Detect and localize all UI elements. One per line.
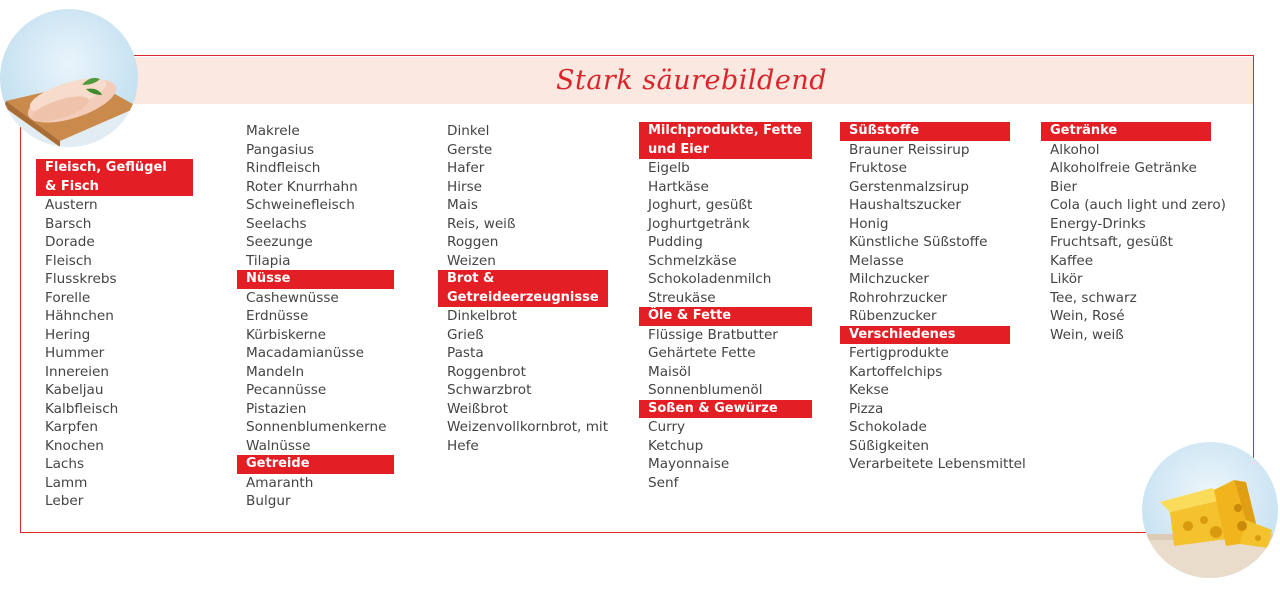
column-2: [237, 122, 394, 511]
section-header-verschiedenes: Verschiedenes: [840, 326, 1010, 345]
list-item: Mayonnaise: [648, 456, 730, 472]
list-item: Tilapia: [246, 252, 291, 269]
list-item: Mandeln: [246, 363, 305, 380]
list-item: Joghurtgetränk: [648, 215, 750, 232]
list-item: Walnüsse: [246, 437, 311, 454]
column-6: [1041, 122, 1226, 344]
list-item: Melasse: [849, 252, 904, 269]
list-item: Joghurt, gesüßt: [648, 197, 753, 213]
list-item: Weizenvollkornbrot, mit: [447, 419, 609, 435]
section-header-getreide: Getreide: [237, 455, 394, 474]
list-item: Kabeljau: [45, 382, 104, 398]
list-item: Rübenzucker: [849, 308, 937, 324]
column-3: [438, 122, 608, 455]
chicken-image: [0, 9, 138, 147]
list-item: Fertigprodukte: [849, 345, 949, 361]
list-item: Fruktose: [849, 160, 907, 176]
list-item: Roggenbrot: [447, 363, 526, 380]
column-1: [36, 159, 193, 511]
list-item: Amaranth: [246, 474, 314, 491]
list-item: Kalbfleisch: [45, 400, 119, 417]
chicken-illustration: [0, 9, 138, 147]
list-item: Pangasius: [246, 141, 315, 158]
list-item: Cashewnüsse: [246, 289, 339, 306]
list-item: Makrele: [246, 123, 300, 139]
list-item: Streukäse: [648, 289, 716, 306]
list-item: Kürbiskerne: [246, 326, 327, 343]
list-item: Hirse: [447, 178, 483, 195]
list-item: Pizza: [849, 400, 884, 417]
list-item: Roter Knurrhahn: [246, 178, 358, 195]
list-item: Schweinefleisch: [246, 197, 355, 213]
list-item: Eigelb: [648, 160, 690, 176]
list-item: Seelachs: [246, 215, 307, 232]
list-item: Verarbeitete Lebensmittel: [849, 456, 1026, 472]
list-item: Seezunge: [246, 234, 313, 250]
list-item: Hähnchen: [45, 308, 114, 324]
list-item: Mais: [447, 197, 478, 213]
list-item: Ketchup: [648, 437, 704, 454]
cheese-image: [1142, 442, 1278, 578]
list-item: Schokolade: [849, 419, 927, 435]
list-item: Dinkelbrot: [447, 308, 517, 324]
list-item: Künstliche Süßstoffe: [849, 234, 988, 250]
list-item: Weizen: [447, 252, 496, 269]
section-header-getraenke: Getränke: [1041, 122, 1211, 141]
list-item: Kartoffelchips: [849, 363, 943, 380]
list-item: Austern: [45, 197, 98, 213]
list-item: Gerste: [447, 141, 493, 158]
list-item: Grieß: [447, 326, 484, 343]
list-item: Weißbrot: [447, 400, 508, 417]
list-item: Fruchtsaft, gesüßt: [1050, 234, 1173, 250]
list-item: Macadamianüsse: [246, 345, 364, 361]
section-header-oele-fette: Öle & Fette: [639, 307, 812, 326]
page-title: Stark säurebildend: [555, 65, 827, 96]
section-header-fleisch: Fleisch, Geflügel & Fisch: [36, 159, 193, 196]
list-item: Alkoholfreie Getränke: [1050, 160, 1197, 176]
list-item: Flüssige Bratbutter: [648, 326, 778, 343]
list-item: Alkohol: [1050, 141, 1100, 158]
list-item: Milchzucker: [849, 271, 929, 287]
list-item: Brauner Reissirup: [849, 141, 970, 158]
list-item: Karpfen: [45, 419, 98, 435]
list-item: Bier: [1050, 178, 1078, 195]
list-item: Gerstenmalzsirup: [849, 178, 970, 195]
list-item: Schokoladenmilch: [648, 271, 772, 287]
list-item: Roggen: [447, 234, 499, 250]
list-item: Schmelzkäse: [648, 252, 737, 269]
list-item: Pasta: [447, 345, 484, 361]
list-item: Lamm: [45, 474, 88, 491]
list-item: Haushaltszucker: [849, 197, 961, 213]
list-item: Innereien: [45, 363, 110, 380]
cheese-illustration: [1142, 442, 1278, 578]
section-header-suessstoffe: Süßstoffe: [840, 122, 1010, 141]
list-item: Kekse: [849, 382, 889, 398]
list-item: Likör: [1050, 271, 1083, 287]
list-item: Hefe: [447, 437, 479, 454]
list-item: Maisöl: [648, 363, 692, 380]
list-item: Barsch: [45, 215, 92, 232]
list-item: Erdnüsse: [246, 308, 309, 324]
list-item: Gehärtete Fette: [648, 345, 756, 361]
list-item: Tee, schwarz: [1050, 289, 1137, 306]
section-header-brot: Brot & Getreideerzeugnisse: [438, 270, 608, 307]
list-item: Kaffee: [1050, 252, 1094, 269]
list-item: Pudding: [648, 234, 703, 250]
list-item: Hartkäse: [648, 178, 709, 195]
list-item: Reis, weiß: [447, 215, 516, 232]
list-item: Pecannüsse: [246, 382, 327, 398]
list-item: Curry: [648, 419, 686, 435]
list-item: Dorade: [45, 234, 95, 250]
list-item: Pistazien: [246, 400, 307, 417]
list-item: Rohrohrzucker: [849, 289, 948, 306]
list-item: Lachs: [45, 456, 85, 472]
section-header-sossen: Soßen & Gewürze: [639, 400, 812, 419]
section-header-milchprodukte: Milchprodukte, Fette und Eier: [639, 122, 812, 159]
list-item: Schwarzbrot: [447, 382, 532, 398]
list-item: Energy-Drinks: [1050, 215, 1146, 232]
list-item: Forelle: [45, 289, 91, 306]
list-item: Honig: [849, 215, 889, 232]
list-item: Sonnenblumenöl: [648, 382, 763, 398]
list-item: Senf: [648, 474, 679, 491]
list-item: Sonnenblumenkerne: [246, 419, 387, 435]
column-4: [639, 122, 812, 492]
list-item: Dinkel: [447, 123, 490, 139]
list-item: Bulgur: [246, 493, 291, 509]
list-item: Hafer: [447, 160, 485, 176]
list-item: Rindfleisch: [246, 160, 321, 176]
list-item: Wein, Rosé: [1050, 308, 1125, 324]
list-item: Leber: [45, 493, 84, 509]
list-item: Fleisch: [45, 252, 92, 269]
list-item: Knochen: [45, 437, 104, 454]
column-5: [840, 122, 1026, 474]
list-item: Hering: [45, 326, 91, 343]
list-item: Hummer: [45, 345, 105, 361]
section-header-nuesse: Nüsse: [237, 270, 394, 289]
list-item: Wein, weiß: [1050, 326, 1124, 343]
list-item: Cola (auch light und zero): [1050, 197, 1226, 213]
list-item: Süßigkeiten: [849, 437, 930, 454]
list-item: Flusskrebs: [45, 271, 117, 287]
